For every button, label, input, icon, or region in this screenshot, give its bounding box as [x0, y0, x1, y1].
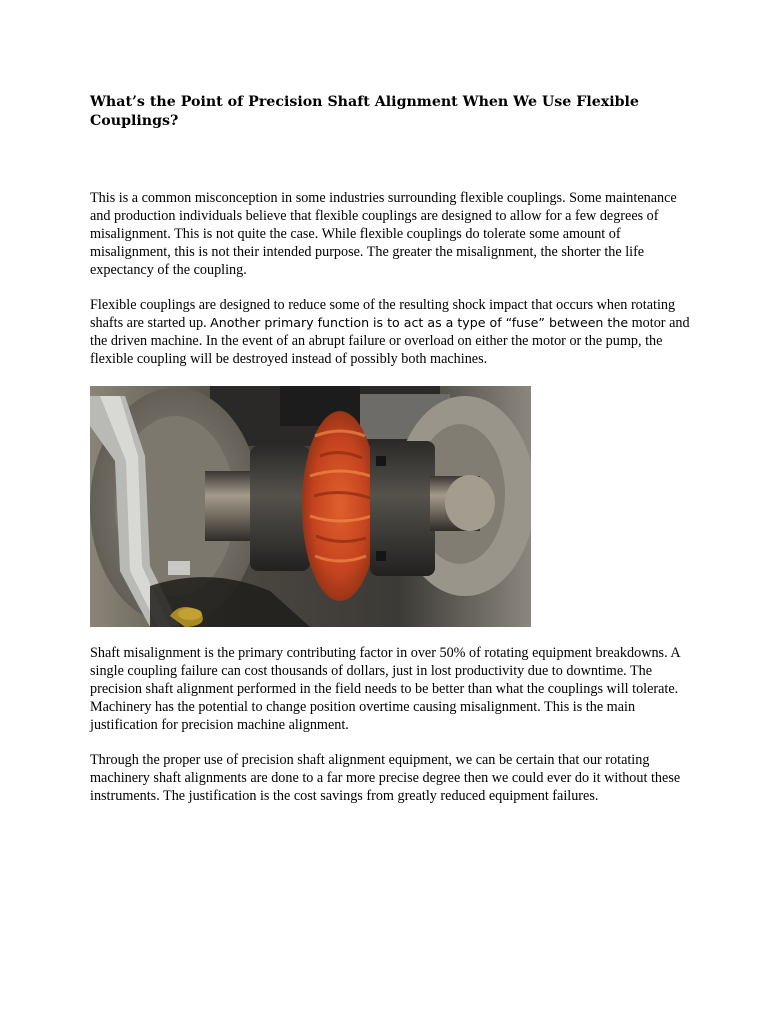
document-title: What’s the Point of Precision Shaft Alignment When We Use Flexible Couplings? — [90, 94, 639, 129]
paragraph-misconception: This is a common misconception in some industries surrounding flexible couplings. Some maintenance and production individuals believe that flexible couplings are designed to allow for a few degrees of misalignment. This is not quite the case. While flexible couplings do tolerate some amount of misalignment, this is not their intended purpose. The greater the misalignment, the shorter the life expectancy of the coupling. — [90, 190, 677, 278]
paragraph-precision-equipment: Through the proper use of precision shaft alignment equipment, we can be certain that our rotating machinery shaft alignments are done to a far more precise degree then we could ever do it without these instruments. The justification is the cost savings from greatly reduced equipment failures. — [90, 752, 681, 804]
paragraph-coupling-purpose — [90, 296, 690, 368]
paragraph-coupling-purpose-part-3: motor and the driven machine. In the event of an abrupt failure or overload on either the motor or the pump, the flexible coupling will be destroyed instead of possibly both machines. — [90, 315, 690, 367]
paragraph-coupling-purpose-part-2: Another primary function is to act as a type of “fuse” between the — [210, 315, 629, 330]
paragraph-misalignment-factor: Shaft misalignment is the primary contributing factor in over 50% of rotating equipment breakdowns. A single coupling failure can cost thousands of dollars, just in lost productivity due to downtime. The precision shaft alignment performed in the field needs to be better than what the couplings will tolerate. Machinery has the potential to change position overtime causing misalignment. This is the main justification for precision machine alignment. — [90, 645, 680, 733]
paragraph-coupling-purpose-part-1: Flexible couplings are designed to reduce some of the resulting shock impact that occurs when rotating shafts are started up. — [90, 297, 676, 331]
coupling-photo — [90, 386, 531, 627]
